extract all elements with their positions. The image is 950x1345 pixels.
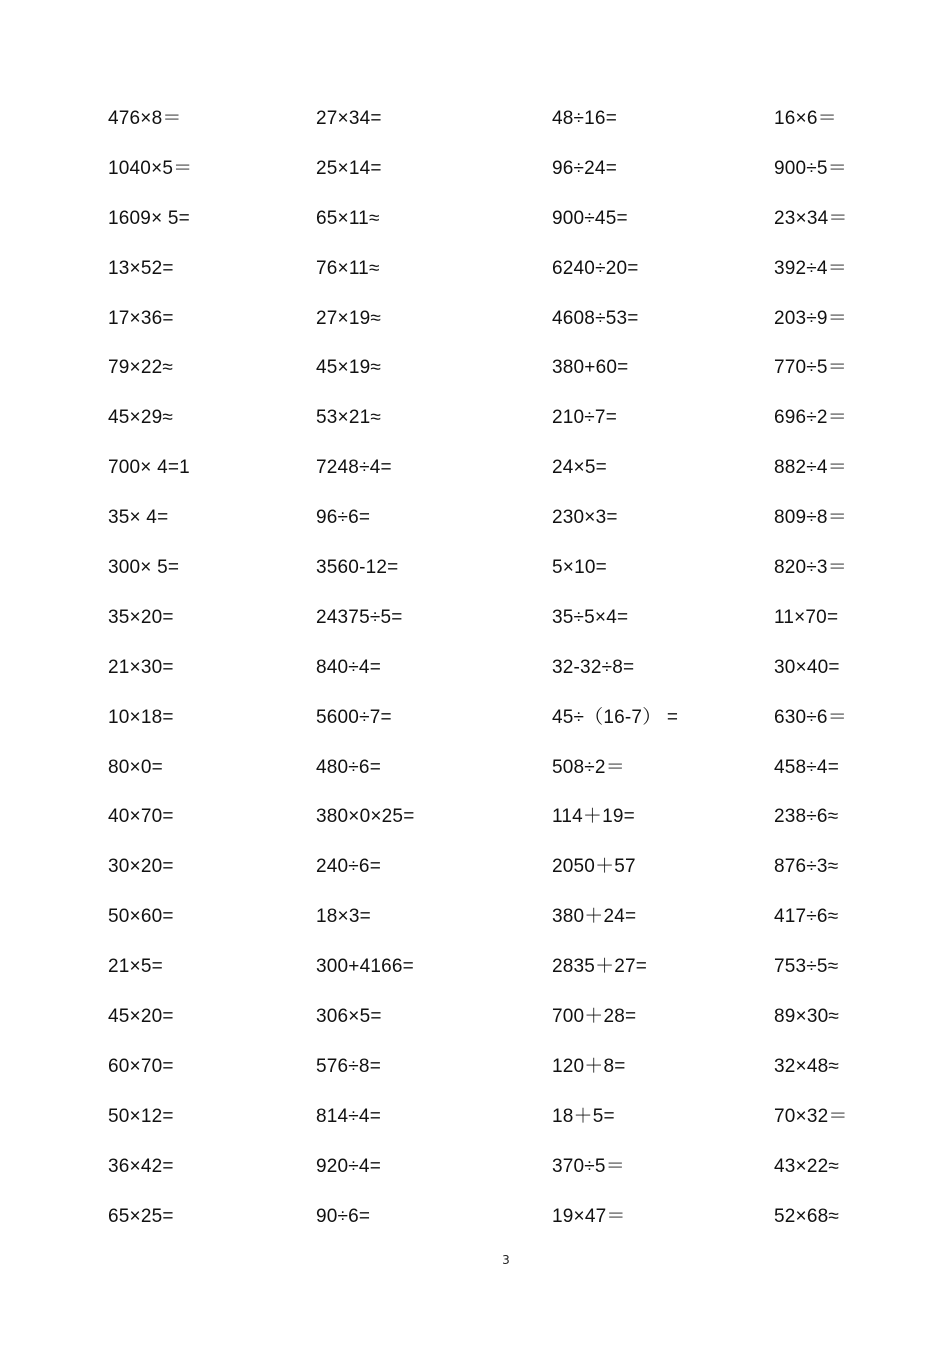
math-problem: 65×25= (108, 1205, 174, 1227)
math-problem: 576÷8= (316, 1055, 381, 1077)
math-problem: 809÷8＝ (774, 507, 847, 529)
math-problem: 27×34= (316, 108, 382, 129)
math-problem: 32×48≈ (774, 1055, 839, 1077)
math-problem: 840÷4= (316, 656, 381, 678)
problem-row (0, 543, 950, 593)
math-problem: 240÷6= (316, 856, 381, 878)
problem-row (0, 743, 950, 793)
problem-row (0, 443, 950, 493)
math-problem: 700＋28= (552, 1006, 637, 1028)
math-problem: 6240÷20= (552, 257, 639, 279)
problem-row (0, 942, 950, 992)
problem-row (0, 1092, 950, 1142)
math-problem: 5×10= (552, 557, 607, 579)
math-problem: 96÷24= (552, 157, 617, 179)
math-problem: 18×3= (316, 906, 371, 928)
math-problem: 508÷2＝ (552, 756, 625, 778)
math-problem: 900÷45= (552, 207, 628, 229)
problem-row (0, 343, 950, 393)
problem-row (0, 892, 950, 942)
math-problem: 35÷5×4= (552, 606, 629, 628)
math-problem: 24×5= (552, 457, 607, 479)
math-problem: 300× 5= (108, 557, 180, 579)
problem-row (0, 294, 950, 344)
problem-row (0, 992, 950, 1042)
math-problem: 882÷4＝ (774, 457, 847, 479)
math-problem: 50×60= (108, 906, 174, 928)
problem-row (0, 493, 950, 543)
problem-row (0, 1042, 950, 1092)
math-problem: 753÷5≈ (774, 956, 839, 978)
problem-row (0, 393, 950, 443)
math-problem: 50×12= (108, 1105, 174, 1127)
math-problem: 16×6＝ (774, 108, 837, 129)
math-problem: 65×11≈ (316, 207, 380, 229)
math-problem: 60×70= (108, 1055, 174, 1077)
arithmetic-problem-grid (0, 94, 950, 1241)
problem-row (0, 693, 950, 743)
math-problem: 18＋5= (552, 1105, 615, 1127)
math-problem: 380+60= (552, 357, 629, 379)
math-problem: 306×5= (316, 1006, 382, 1028)
math-problem: 40×70= (108, 806, 174, 828)
math-problem: 210÷7= (552, 407, 617, 429)
problem-row (0, 1142, 950, 1192)
problem-row (0, 244, 950, 294)
problem-row (0, 94, 950, 144)
math-problem: 30×40= (774, 656, 840, 678)
math-problem: 4608÷53= (552, 307, 639, 329)
math-problem: 300+4166= (316, 956, 414, 978)
math-problem: 17×36= (108, 307, 174, 329)
math-problem: 27×19≈ (316, 307, 381, 329)
math-problem: 2050＋57 (552, 856, 636, 878)
math-problem: 814÷4= (316, 1105, 381, 1127)
math-problem: 32-32÷8= (552, 656, 635, 678)
math-problem: 23×34＝ (774, 207, 848, 229)
problem-row (0, 792, 950, 842)
math-problem: 45×20= (108, 1006, 174, 1028)
problem-row (0, 1192, 950, 1242)
math-problem: 820÷3＝ (774, 557, 847, 579)
math-problem: 1040×5＝ (108, 157, 193, 179)
math-problem: 89×30≈ (774, 1006, 839, 1028)
math-problem: 1609× 5= (108, 207, 190, 229)
math-problem: 45÷（16-7） = (552, 706, 679, 728)
math-problem: 5600÷7= (316, 706, 392, 728)
problem-row (0, 842, 950, 892)
math-problem: 230×3= (552, 507, 618, 529)
math-problem: 35×20= (108, 606, 174, 628)
math-problem: 45×19≈ (316, 357, 381, 379)
math-problem: 920÷4= (316, 1155, 381, 1177)
math-problem: 70×32＝ (774, 1105, 848, 1127)
math-problem: 630÷6＝ (774, 706, 847, 728)
math-problem: 700× 4=1 (108, 457, 190, 479)
math-problem: 2835＋27= (552, 956, 648, 978)
math-problem: 114＋19= (552, 806, 635, 828)
math-problem: 96÷6= (316, 507, 371, 529)
math-problem: 21×5= (108, 956, 163, 978)
math-problem: 380×0×25= (316, 806, 415, 828)
math-problem: 417÷6≈ (774, 906, 839, 928)
math-problem: 45×29≈ (108, 407, 173, 429)
math-problem: 900÷5＝ (774, 157, 847, 179)
math-problem: 36×42= (108, 1155, 174, 1177)
math-problem: 24375÷5= (316, 606, 403, 628)
problem-row (0, 144, 950, 194)
problem-row (0, 194, 950, 244)
math-problem: 203÷9＝ (774, 307, 847, 329)
math-problem: 90÷6= (316, 1205, 371, 1227)
math-problem: 370÷5＝ (552, 1155, 625, 1177)
problem-row (0, 643, 950, 693)
math-problem: 52×68≈ (774, 1205, 839, 1227)
math-problem: 3560-12= (316, 557, 399, 579)
math-problem: 7248÷4= (316, 457, 392, 479)
math-problem: 43×22≈ (774, 1155, 839, 1177)
math-problem: 13×52= (108, 257, 174, 279)
math-problem: 392÷4＝ (774, 257, 847, 279)
math-problem: 30×20= (108, 856, 174, 878)
math-problem: 53×21≈ (316, 407, 381, 429)
math-problem: 19×47＝ (552, 1205, 626, 1227)
math-problem: 476×8＝ (108, 108, 182, 129)
math-problem: 35× 4= (108, 507, 169, 529)
math-problem: 79×22≈ (108, 357, 173, 379)
math-problem: 770÷5＝ (774, 357, 847, 379)
problem-row (0, 593, 950, 643)
math-problem: 480÷6= (316, 756, 381, 778)
math-problem: 10×18= (108, 706, 174, 728)
math-problem: 25×14= (316, 157, 382, 179)
math-problem: 21×30= (108, 656, 174, 678)
math-problem: 76×11≈ (316, 257, 380, 279)
math-problem: 120＋8= (552, 1055, 626, 1077)
math-problem: 380＋24= (552, 906, 637, 928)
math-problem: 238÷6≈ (774, 806, 839, 828)
math-problem: 48÷16= (552, 108, 617, 129)
page-number: 3 (502, 1253, 510, 1267)
math-problem: 458÷4= (774, 756, 839, 778)
math-problem: 876÷3≈ (774, 856, 839, 878)
math-problem: 11×70= (774, 606, 839, 628)
math-problem: 696÷2＝ (774, 407, 847, 429)
math-problem: 80×0= (108, 756, 163, 778)
